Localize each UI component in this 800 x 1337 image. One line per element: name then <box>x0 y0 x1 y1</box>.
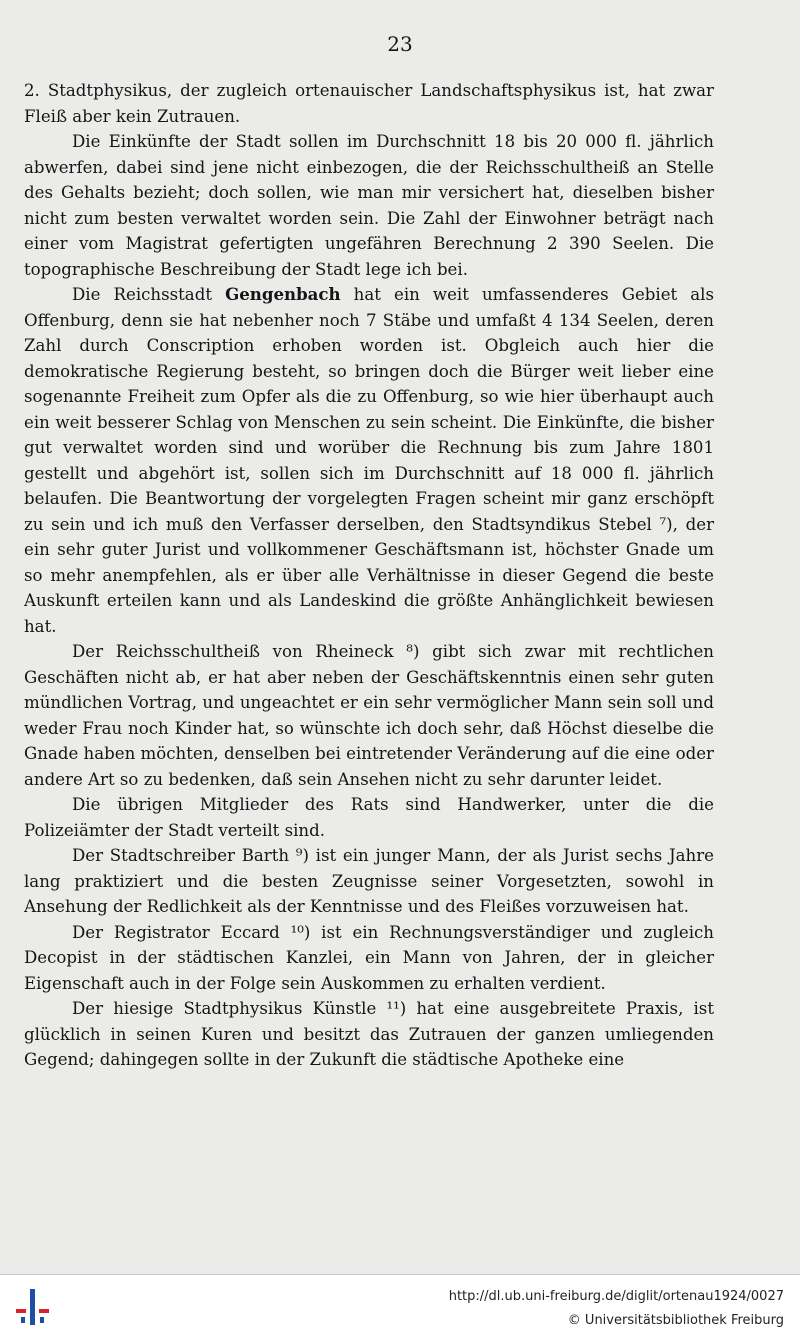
paragraph <box>24 129 714 282</box>
emphasized-place-name: Gengenbach <box>225 284 341 304</box>
ub-freiburg-logo-icon <box>12 1287 52 1327</box>
paragraph-text: 2. Stadtphysikus, der zugleich ortenauischer Landschaftsphysikus ist, hat zwar Fleiß aber kein Zutrauen. <box>24 81 714 126</box>
paragraph-text: Die Einkünfte der Stadt sollen im Durchschnitt 18 bis 20 000 fl. jährlich abwerfen, dabei sind jene nicht einbezogen, die der Reichsschultheiß an Stelle des Gehalts bezieht; doch sollen, wie man mir versichert hat, dieselben bisher nicht zum besten verwaltet worden sein. Die Zahl der Einwohner beträgt nach einer vom Magistrat gefertigten ungefähren Berechnung 2 390 Seelen. Die topographische Beschreibung der Stadt lege ich bei. <box>24 132 714 279</box>
viewer-footer <box>0 1274 800 1337</box>
paragraph <box>24 282 714 639</box>
copyright-notice: © Universitätsbibliothek Freiburg <box>567 1313 784 1328</box>
paragraph-text: hat ein weit umfassenderes Gebiet als Offenburg, denn sie hat nebenher noch 7 Stäbe und umfaßt 4 134 Seelen, deren Zahl durch Conscription erhoben worden ist. Obgleich auch hier die demokratische Regierung besteht, so bringen doch die Bürger weit lieber eine sogenannte Freiheit zum Opfer als die zu Offenburg, so wie hier überhaupt auch ein weit besserer Schlag von Menschen zu sein scheint. Die Einkünfte, die bisher gut verwaltet worden sind und worüber die Rechnung bis zum Jahre 1801 gestellt und abgehört ist, sollen sich im Durchschnitt auf 18 000 fl. jährlich belaufen. Die Beantwortung der vorgelegten Fragen scheint mir ganz erschöpft zu sein und ich muß den Verfasser derselben, den Stadtsyndikus Stebel ⁷), der ein sehr guter Jurist und vollkommener Geschäftsmann ist, höchster Gnade um so mehr anempfehlen, als er über alle Verhältnisse in dieser Gegend die beste Auskunft erteilen kann und als Landeskind die größte Anhänglichkeit bewiesen hat. <box>24 285 715 636</box>
paragraph-text: Der Reichsschultheiß von Rheineck ⁸) gibt sich zwar mit rechtlichen Geschäften nicht ab, er hat aber neben der Geschäftskenntnis einen sehr guten mündlichen Vortrag, und ungeachtet er ein sehr vermöglicher Mann sein soll und weder Frau noch Kinder hat, so wünschte ich doch sehr, daß Höchst dieselbe die Gnade haben möchten, denselben bei eintretender Veränderung auf die eine oder andere Art so zu bedenken, daß sein Ansehen nicht zu sehr darunter leidet. <box>24 642 714 789</box>
paragraph-text: Der hiesige Stadtphysikus Künstle ¹¹) hat eine ausgebreitete Praxis, ist glücklich in seinen Kuren und besitzt das Zutrauen der ganzen umliegenden Gegend; dahingegen sollte in der Zukunft die städtische Apotheke eine <box>24 999 714 1069</box>
paragraph-text: Die Reichsstadt <box>72 285 226 304</box>
paragraph-text: Die übrigen Mitglieder des Rats sind Handwerker, unter die die Polizeiämter der Stadt verteilt sind. <box>24 795 714 840</box>
paragraph-text: Der Registrator Eccard ¹⁰) ist ein Rechnungsverständiger und zugleich Decopist in der städtischen Kanzlei, ein Mann von Jahren, der in gleicher Eigenschaft auch in der Folge sein Auskommen zu erhalten verdient. <box>24 922 714 993</box>
paragraph <box>24 996 714 1073</box>
paragraph <box>24 843 714 920</box>
paragraph <box>24 792 714 843</box>
page-number: 23 <box>387 32 413 56</box>
paragraph-text: Der Stadtschreiber Barth ⁹) ist ein junger Mann, der als Jurist sechs Jahre lang praktiziert und die besten Zeugnisse seiner Vorgesetzten, sowohl in Ansehung der Redlichkeit als der Kenntnisse und des Fleißes vorzuweisen hat. <box>24 846 714 916</box>
paragraph <box>24 920 714 997</box>
paragraph <box>24 78 714 129</box>
paragraph <box>24 639 714 792</box>
body-text <box>24 78 714 1073</box>
source-url[interactable]: http://dl.ub.uni-freiburg.de/diglit/ortenau1924/0027 <box>448 1289 784 1304</box>
